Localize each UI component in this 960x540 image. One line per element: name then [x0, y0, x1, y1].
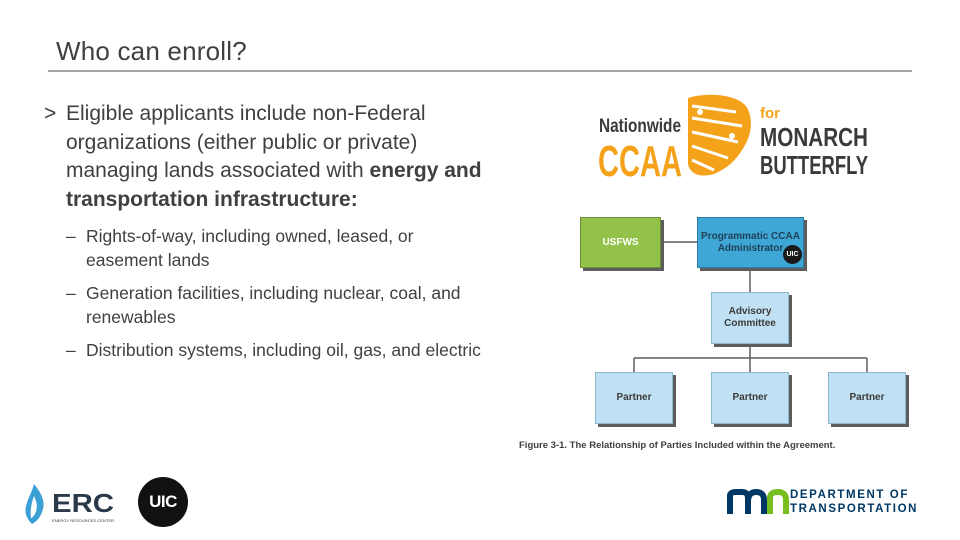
erc-text: ERC [52, 488, 115, 518]
usfws-box: USFWS [580, 217, 661, 268]
sub-bullet-marker: – [66, 340, 76, 360]
sub-bullet-generation [66, 281, 486, 329]
logo-monarch: MONARCH [760, 122, 868, 152]
sub-bullet-marker: – [66, 283, 76, 303]
figure-caption: Figure 3-1. The Relationship of Parties Included within the Agreement. [519, 440, 836, 451]
administrator-line-1: Programmatic CCAA [701, 230, 800, 242]
logo-butterfly: BUTTERFLY [760, 150, 868, 180]
uic-logo: UIC [138, 477, 188, 527]
main-bullet-text [44, 100, 504, 214]
flame-icon [25, 484, 43, 524]
uic-badge: UIC [783, 245, 802, 264]
main-bullet-text-plain: Eligible applicants include non-Federal organizations (either public or private) managing lands associated with [66, 102, 426, 182]
sub-bullet-text: Generation facilities, including nuclear, coal, and renewables [86, 283, 461, 327]
advisory-line-1: Advisory [728, 306, 772, 317]
main-bullet-text-bold: energy and transportation infrastructure [66, 159, 482, 211]
sub-bullet-rights-of-way [66, 224, 486, 272]
sub-bullet-text: Distribution systems, including oil, gas, and electric [86, 340, 481, 360]
mndot-text [790, 488, 918, 516]
advisory-committee-box [711, 292, 789, 344]
slide-title: Who can enroll? [56, 36, 247, 66]
butterfly-wing-icon [688, 95, 751, 176]
partner-box: Partner [828, 372, 906, 424]
main-bullet [44, 100, 504, 214]
sub-bullet-distribution [66, 338, 486, 362]
logo-for: for [760, 105, 780, 122]
partner-box: Partner [595, 372, 673, 424]
logo-nationwide: Nationwide [599, 116, 681, 137]
title-divider [48, 70, 912, 72]
main-bullet-text-colon: : [350, 187, 358, 211]
mn-mark-icon [730, 492, 786, 514]
sub-bullet-text: Rights-of-way, including owned, leased, or easement lands [86, 226, 414, 270]
erc-tagline: ENERGY RESOURCES CENTER [52, 518, 115, 523]
erc-logo [22, 482, 122, 526]
partner-box: Partner [711, 372, 789, 424]
sub-bullet-marker: – [66, 226, 76, 246]
mndot-line-2: TRANSPORTATION [790, 503, 919, 515]
ccaa-monarch-logo [596, 92, 872, 186]
advisory-line-2: Committee [724, 318, 776, 329]
bullet-marker: > [44, 102, 57, 125]
mndot-line-1: DEPARTMENT OF [790, 489, 909, 501]
administrator-line-2: Administrator [717, 242, 784, 254]
logo-ccaa: CCAA [598, 137, 682, 186]
